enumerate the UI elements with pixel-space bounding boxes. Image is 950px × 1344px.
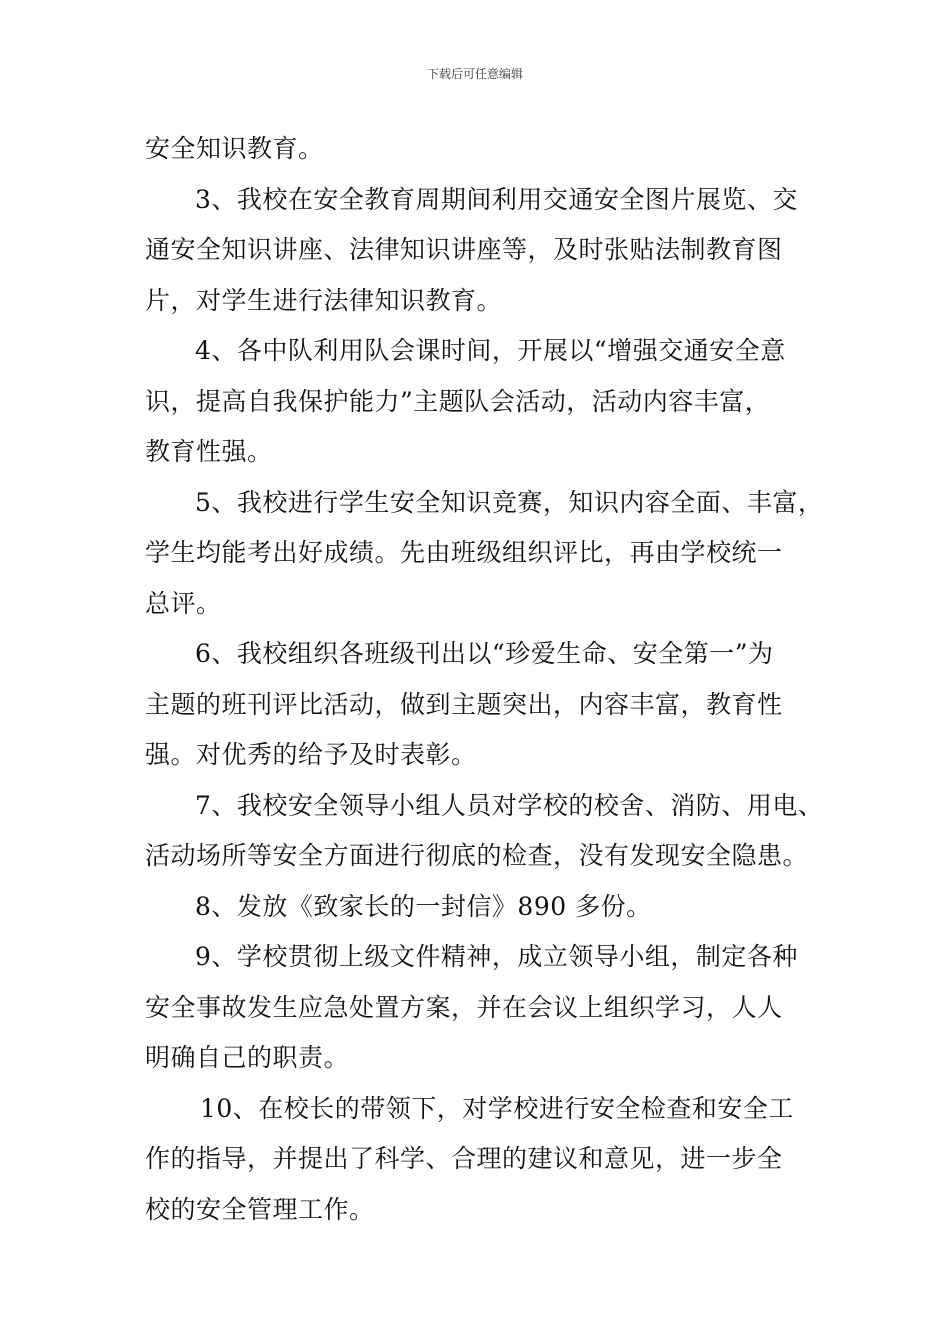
paragraph-item-7: 7、我校安全领导小组人员对学校的校舍、消防、用电、 活动场所等安全方面进行彻底的检查，没有发现安全隐患。 [145, 790, 824, 870]
paragraph-item-4: 4、各中队利用队会课时间，开展以“增强交通安全意 识，提高自我保护能力”主题队会活动，活动内容丰富， 教育性强。 [145, 336, 786, 466]
document-body [145, 124, 835, 1235]
paragraph-item-8: 8、发放《致家长的一封信》890 多份。 [195, 891, 652, 921]
paragraph-item-6: 6、我校组织各班级刊出以“珍爱生命、安全第一”为 主题的班刊评比活动，做到主题突出，内容丰富，教育性 强。对优秀的给予及时表彰。 [145, 639, 783, 769]
paragraph-continuation: 安全知识教育。 [145, 134, 324, 163]
paragraph-item-10: 10、在校长的带领下，对学校进行安全检查和安全工 作的指导，并提出了科学、合理的建议和意见，进一步全 校的安全管理工作。 [145, 1093, 794, 1224]
paragraph-item-5: 5、我校进行学生安全知识竞赛，知识内容全面、丰富， 学生均能考出好成绩。先由班级组织评比，再由学校统一 总评。 [145, 487, 824, 618]
paragraph-item-9: 9、学校贯彻上级文件精神，成立领导小组，制定各种 安全事故发生应急处置方案，并在会议上组织学习，人人 明确自己的职责。 [145, 942, 798, 1072]
page-header: 下载后可任意编辑 [426, 67, 523, 81]
paragraph-item-3: 3、我校在安全教育周期间利用交通安全图片展览、交 通安全知识讲座、法律知识讲座等，及时张贴法制教育图 片，对学生进行法律知识教育。 [145, 184, 798, 315]
